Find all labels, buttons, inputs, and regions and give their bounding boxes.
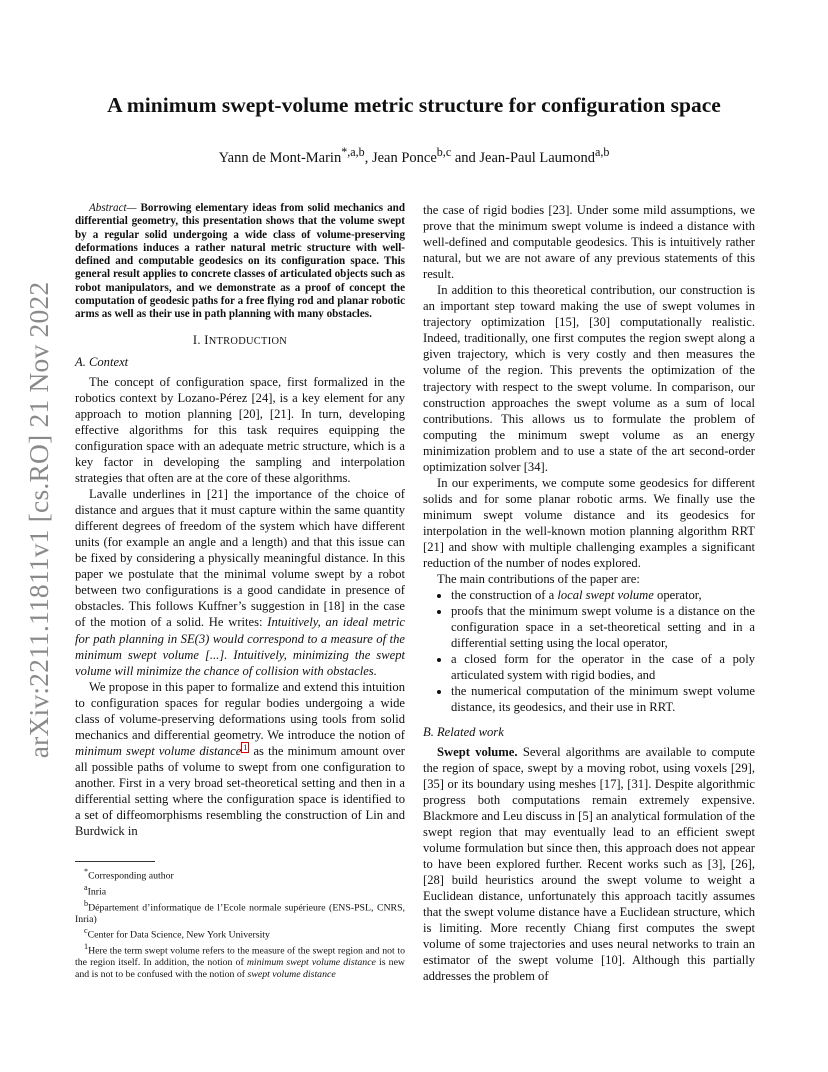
author-name: Jean-Paul Laumond bbox=[479, 149, 595, 166]
subsection-heading: B. Related work bbox=[423, 724, 504, 739]
paragraph: the case of rigid bodies [23]. Under some mild assumptions, we prove that the minimum swept volume is indeed a distance with well-defined and computable geodesics. This is intuitively rather natural, but we are not aware of any previous statements of this result. bbox=[423, 203, 755, 282]
subsection-heading: A. Context bbox=[75, 354, 129, 369]
paragraph: The concept of configuration space, first formalized in the robotics context by Lozano-Pérez [24], is a key element for any approach to motion planning [20], [21]. In turn, developing effective algorithms for this task requires equipping the configuration space with an adequate metric structure, which is a key factor in developing the sampling and interpolation strategies that often are at the core of these algorithms. bbox=[75, 374, 405, 486]
list-item: • the construction of a local swept volume operator, bbox=[451, 587, 755, 603]
emphasis: minimum swept volume distance bbox=[75, 743, 242, 758]
arxiv-stamp: arXiv:2211.11811v1 [cs.RO] 21 Nov 2022 bbox=[23, 281, 54, 759]
paragraph: Swept volume. Several algorithms are available to compute the region of space, swept by a moving robot, using voxels [29], [35] or its boundary using meshes [17], [31]. Despite algorithmic progress both computations remain extremely expensive. Blackmore and Leu discuss in [5] an analytical formulation of the swept region that may eventually lead to an efficient swept volume formulation but since then, this approach does not appear to have been explored further. Recent works such as [3], [26], [28] build heuristics around the swept volume to weight a Euclidean distance, unfortunately this approach tacitly assumes that the swept volume distance have a Euclidean structure, which is limiting. More recently Chiang first computes the swept volume of some trajectories and uses neural networks to train an estimator of the swept volume [10]. Although this partially addresses the problem of bbox=[423, 744, 755, 984]
right-column bbox=[423, 202, 755, 984]
footnote: $^b$Département d’informatique de l’Ecole normale supérieure (ENS-PSL, CNRS, Inria) bbox=[75, 898, 405, 925]
footnote: $^c$Center for Data Science, New York University bbox=[84, 926, 270, 941]
footnote: *Corresponding author bbox=[84, 867, 174, 882]
abstract-text: Borrowing elementary ideas from solid mechanics and differential geometry, this presentation shows that the volume swept by a regular solid undergoing a wide class of volume-preserving deformations induces a rather natural metric structure with well-defined and computable geodesics on its configuration space. This general result applies to concrete classes of articulated objects such as robot manipulators, and we demonstrate as a proof of concept the computation of geodesic paths for a free flying rod and planar robotic arms as well as their use in path planning with many obstacles. bbox=[75, 202, 405, 321]
list-item: • proofs that the minimum swept volume is a distance on the configuration space in a set-theoretical setting and in a differential setting using the local operator, bbox=[451, 603, 755, 651]
contribution-list bbox=[423, 587, 755, 715]
section-heading: I. INTRODUCTION bbox=[192, 332, 288, 347]
footnote: $^a$Inria bbox=[84, 882, 107, 898]
paragraph: The main contributions of the paper are: bbox=[437, 572, 640, 587]
author-name: Yann de Mont-Marin bbox=[218, 149, 342, 166]
quote: Intuitively, an ideal metric for path planning in SE(3) would correspond to a measure of the minimum swept volume [...]. Intuitively, minimizing the swept volume will minimize the chance of collision with obstacles. bbox=[75, 615, 405, 678]
affiliation-mark: a,b bbox=[594, 145, 610, 159]
author-name: Jean Ponce bbox=[371, 149, 437, 166]
paragraph: We propose in this paper to formalize and extend this intuition to configuration spaces for regular bodies undergoing a wide class of volume-preserving deformations using tools from solid mechanics and differential geometry. We introduce the notion of minimum swept volume distance $^1$ as the minimum amount over all possible paths of volume to swept from one configuration to another. First in a very broad set-theoretical setting and then in a differential setting where the configuration space is identified to a set of diffeomorphisms resembling the construction of Lin and Burdwick in bbox=[75, 679, 406, 839]
author-separator: and bbox=[451, 149, 480, 166]
list-item: • the numerical computation of the minimum swept volume distance, its geodesics, and their use in RRT. bbox=[451, 683, 755, 715]
abstract-lead: Abstract— bbox=[89, 202, 137, 214]
affiliation-mark: *,a,b bbox=[341, 145, 365, 159]
list-item: • a closed form for the operator in the case of a poly articulated system with rigid bodies, and bbox=[451, 651, 755, 683]
author-separator: , bbox=[364, 149, 372, 166]
paragraph: Lavalle underlines in [21] the importance of the choice of distance and argues that it must capture within the same quantity different degrees of freedom of the system which have different units (for example an angle and a length) and that this issue can be fixed by considering a physically meaningful distance. In this paper we postulate that the minimal volume swept by a robot between two configurations is a good candidate in presence of obstacles. This follows Kuffner’s suggestion in [18] in the case of the motion of a solid. He writes: Intuitively, an ideal metric for path planning in SE(3) would correspond to a measure of the minimum swept volume [...]. Intuitively, minimizing the swept volume will minimize the chance of collision with obstacles. bbox=[75, 487, 405, 678]
footnote-link[interactable]: 1 bbox=[243, 742, 248, 752]
paragraph: In addition to this theoretical contribution, our construction is an important step toward making the use of swept volumes in trajectory optimization [15], [30] computationally realistic. Indeed, traditionally, one first computes the region swept along a given trajectory, which is very costly and then measures the volume of the region. This prevents the optimization of the trajectory with respect to the swept volume. In comparison, our construction approaches the swept volume as a sum of local contributions. This allows us to formulate the problem of computing the minimum swept volume as an energy minimization problem and to use a state of the art second-order optimization solver [34]. bbox=[423, 283, 755, 474]
paper-title: A minimum swept-volume metric structure for configuration space bbox=[107, 93, 721, 117]
paragraph: In our experiments, we compute some geodesics for different solids and for some planar robotic arms. We finally use the minimum swept volume distance and its geodesics for interpolation in the well-known motion planning algorithm RRT [21] and show with multiple challenging examples a significant reduction of the number of nodes explored. bbox=[423, 475, 755, 571]
abstract bbox=[75, 202, 405, 322]
author-list bbox=[0, 145, 828, 167]
footnote: $^1$Here the term swept volume refers to the measure of the swept region and not to the region itself. In addition, the notion of minimum swept volume distance is new and is not to be confused with the notion of swept volume distance bbox=[75, 942, 405, 980]
affiliation-mark: b,c bbox=[436, 145, 452, 159]
paragraph-lead: Swept volume. bbox=[437, 744, 518, 759]
footnote-divider bbox=[75, 861, 155, 862]
left-column bbox=[75, 202, 405, 980]
